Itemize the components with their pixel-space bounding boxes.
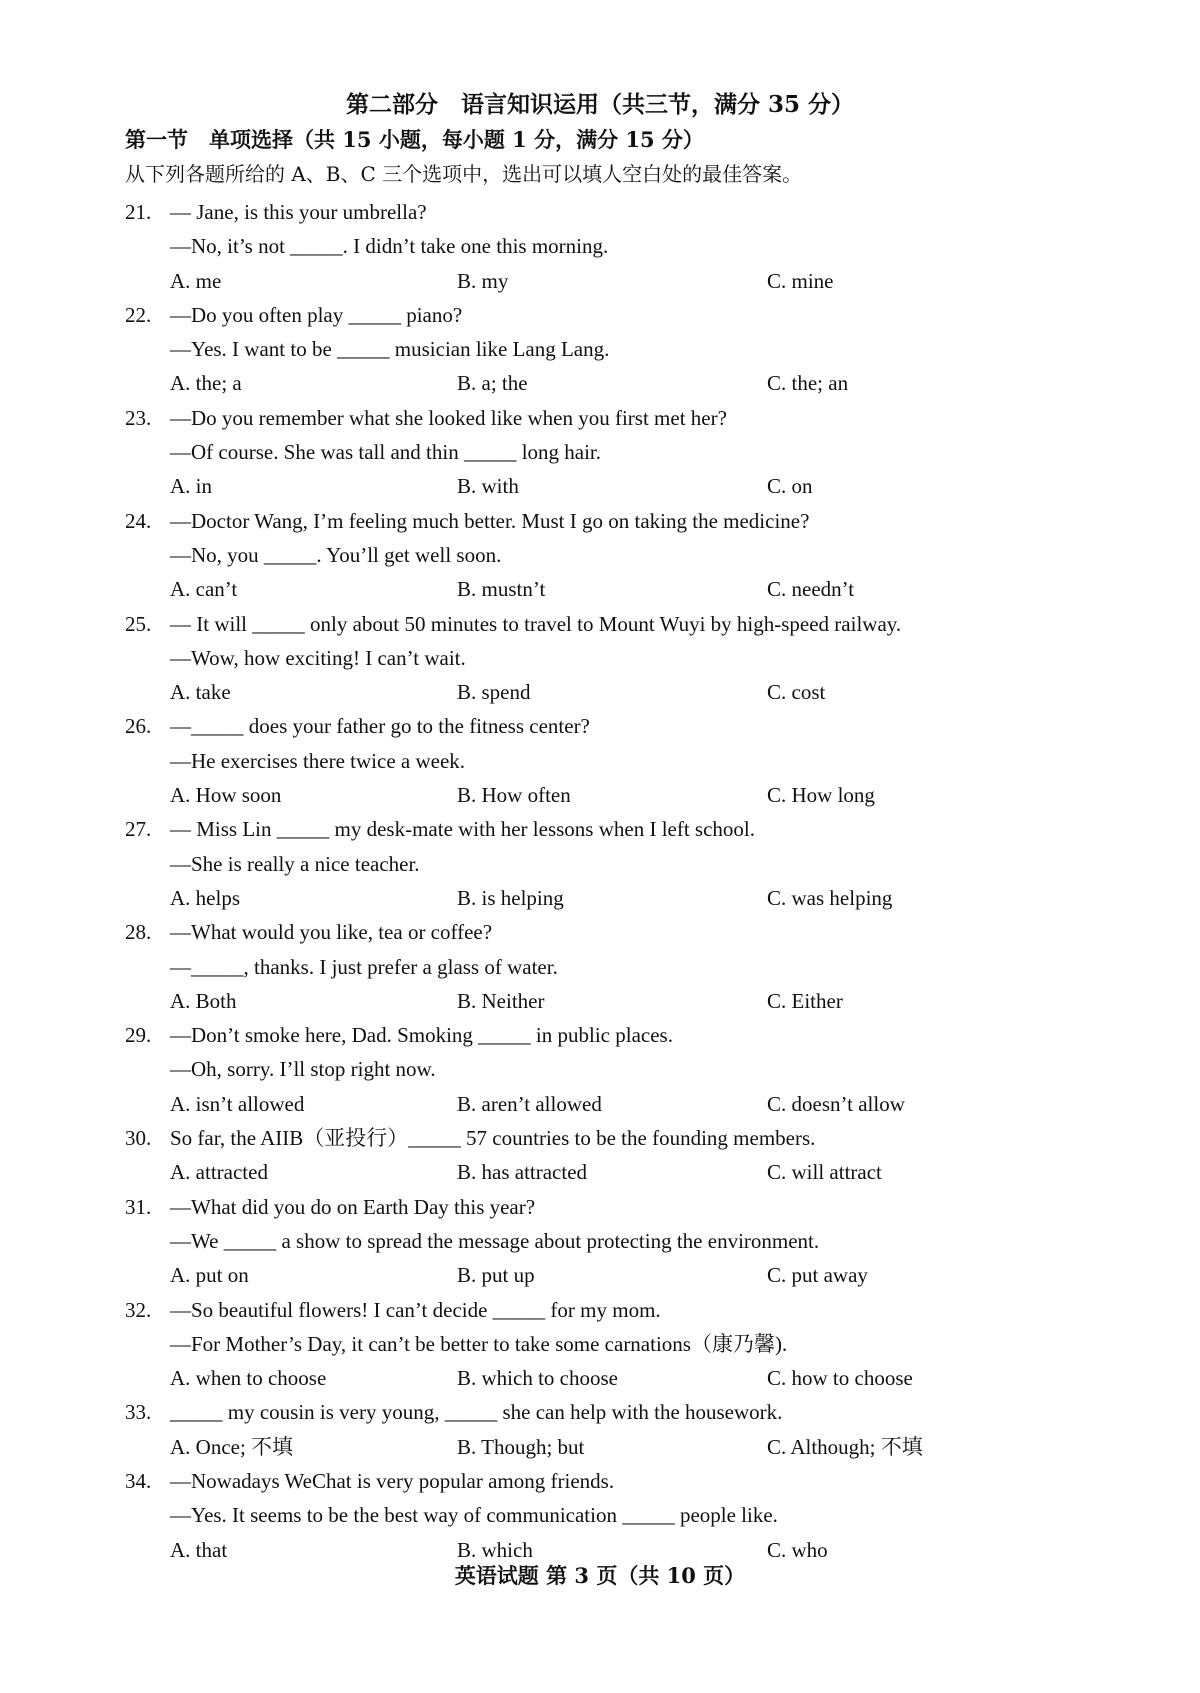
question-number: 32. xyxy=(125,1297,152,1322)
question-line xyxy=(0,1293,1200,1327)
options-row xyxy=(0,1361,1200,1395)
question-line xyxy=(0,435,1200,469)
option-b: B. has attracted xyxy=(457,1160,588,1185)
question-line xyxy=(0,195,1200,229)
question-line xyxy=(0,847,1200,881)
question-list xyxy=(0,195,1200,1567)
question-line xyxy=(0,504,1200,538)
option-a: A. can’t xyxy=(170,577,238,602)
question-text: —For Mother’s Day, it can’t be better to take some carnations（康乃馨). xyxy=(170,1331,788,1356)
question-number: 28. xyxy=(125,920,152,945)
question-text: —No, you _____. You’ll get well soon. xyxy=(170,542,502,567)
option-c: C. mine xyxy=(767,268,834,293)
options-row xyxy=(0,1155,1200,1189)
question-text: —Do you remember what she looked like when you first met her? xyxy=(170,405,727,430)
question-number: 30. xyxy=(125,1126,152,1151)
question-number: 33. xyxy=(125,1400,152,1425)
option-c: C. who xyxy=(767,1537,828,1562)
question-line xyxy=(0,1327,1200,1361)
question-number: 25. xyxy=(125,611,152,636)
option-b: B. is helping xyxy=(457,885,564,910)
question-number: 23. xyxy=(125,405,152,430)
section-title: 第一节 单项选择（共 15 小题，每小题 1 分，满分 15 分） xyxy=(125,127,704,152)
options-row xyxy=(0,1430,1200,1464)
question-line xyxy=(0,229,1200,263)
instruction-text: 从下列各题所给的 A、B、C 三个选项中，选出可以填人空白处的最佳答案。 xyxy=(125,162,803,186)
question-line xyxy=(0,915,1200,949)
question-number: 26. xyxy=(125,714,152,739)
option-a: A. take xyxy=(170,680,231,705)
option-c: C. how to choose xyxy=(767,1366,913,1391)
question-number: 27. xyxy=(125,817,152,842)
part-title: 第二部分 语言知识运用（共三节，满分 35 分） xyxy=(345,91,855,118)
question-text: —He exercises there twice a week. xyxy=(170,748,466,773)
question-text: —She is really a nice teacher. xyxy=(170,851,420,876)
option-b: B. aren’t allowed xyxy=(457,1091,602,1116)
option-a: A. me xyxy=(170,268,222,293)
question-text: — Miss Lin _____ my desk-mate with her lessons when I left school. xyxy=(170,817,756,842)
option-b: B. Neither xyxy=(457,988,545,1013)
question-text: —_____ does your father go to the fitness center? xyxy=(170,714,590,739)
option-c: C. on xyxy=(767,474,813,499)
option-a: A. that xyxy=(170,1537,228,1562)
question-text: So far, the AIIB（亚投行）_____ 57 countries to be the founding members. xyxy=(170,1126,816,1151)
question-line xyxy=(0,1052,1200,1086)
question-line xyxy=(0,1224,1200,1258)
option-c: C. How long xyxy=(767,783,875,808)
question-text: —No, it’s not _____. I didn’t take one this morning. xyxy=(170,234,609,259)
question-line xyxy=(0,812,1200,846)
options-row xyxy=(0,572,1200,606)
options-row xyxy=(0,264,1200,298)
option-b: B. spend xyxy=(457,680,531,705)
question-text: _____ my cousin is very young, _____ she can help with the housework. xyxy=(170,1400,783,1425)
option-c: C. the; an xyxy=(767,371,849,396)
options-row xyxy=(0,881,1200,915)
question-line xyxy=(0,744,1200,778)
question-text: —Yes. It seems to be the best way of communication _____ people like. xyxy=(170,1503,778,1528)
question-line xyxy=(0,401,1200,435)
question-text: —What did you do on Earth Day this year? xyxy=(170,1194,536,1219)
question-line xyxy=(0,1395,1200,1429)
question-number: 34. xyxy=(125,1468,152,1493)
question-line xyxy=(0,1498,1200,1532)
question-line xyxy=(0,1018,1200,1052)
question-text: —Do you often play _____ piano? xyxy=(170,302,463,327)
option-c: C. doesn’t allow xyxy=(767,1091,905,1116)
option-c: C. Either xyxy=(767,988,843,1013)
question-text: — Jane, is this your umbrella? xyxy=(170,200,427,224)
question-number: 29. xyxy=(125,1023,152,1048)
question-text: —What would you like, tea or coffee? xyxy=(170,920,493,945)
option-a: A. put on xyxy=(170,1263,249,1288)
question-text: —Doctor Wang, I’m feeling much better. Must I go on taking the medicine? xyxy=(170,508,810,533)
option-a: A. attracted xyxy=(170,1160,268,1185)
options-row xyxy=(0,1258,1200,1292)
option-b: B. my xyxy=(457,268,509,293)
option-a: A. Both xyxy=(170,988,237,1013)
option-a: A. Once; 不填 xyxy=(170,1434,294,1459)
question-text: —Oh, sorry. I’ll stop right now. xyxy=(170,1057,436,1082)
question-text: —So beautiful flowers! I can’t decide _____ for my mom. xyxy=(170,1297,661,1322)
question-text: — It will _____ only about 50 minutes to travel to Mount Wuyi by high-speed railway. xyxy=(170,611,902,636)
question-text: —Of course. She was tall and thin _____ long hair. xyxy=(170,440,602,465)
question-line xyxy=(0,1121,1200,1155)
option-c: C. Although; 不填 xyxy=(767,1434,923,1459)
question-text: —_____, thanks. I just prefer a glass of water. xyxy=(170,954,558,979)
question-text: —Nowadays WeChat is very popular among friends. xyxy=(170,1468,615,1493)
option-b: B. put up xyxy=(457,1263,535,1288)
question-number: 21. xyxy=(125,200,152,224)
option-b: B. a; the xyxy=(457,371,528,396)
options-row xyxy=(0,778,1200,812)
option-c: C. will attract xyxy=(767,1160,882,1185)
options-row xyxy=(0,984,1200,1018)
question-text: —Wow, how exciting! I can’t wait. xyxy=(170,645,466,670)
page-footer: 英语试题 第 3 页（共 10 页） xyxy=(454,1563,746,1588)
option-c: C. cost xyxy=(767,680,826,705)
option-b: B. Though; but xyxy=(457,1434,585,1459)
options-row xyxy=(0,469,1200,503)
question-number: 24. xyxy=(125,508,152,533)
option-a: A. How soon xyxy=(170,783,282,808)
option-b: B. which xyxy=(457,1537,533,1562)
question-line xyxy=(0,1464,1200,1498)
option-b: B. with xyxy=(457,474,519,499)
option-b: B. How often xyxy=(457,783,571,808)
option-c: C. put away xyxy=(767,1263,868,1288)
option-b: B. mustn’t xyxy=(457,577,546,602)
question-line xyxy=(0,298,1200,332)
question-text: —Don’t smoke here, Dad. Smoking _____ in public places. xyxy=(170,1023,673,1048)
option-b: B. which to choose xyxy=(457,1366,618,1391)
option-a: A. in xyxy=(170,474,212,499)
options-row xyxy=(0,1087,1200,1121)
question-line xyxy=(0,641,1200,675)
question-number: 22. xyxy=(125,302,152,327)
question-number: 31. xyxy=(125,1194,152,1219)
option-a: A. the; a xyxy=(170,371,242,396)
option-a: A. when to choose xyxy=(170,1366,327,1391)
question-line xyxy=(0,538,1200,572)
question-line xyxy=(0,607,1200,641)
option-a: A. isn’t allowed xyxy=(170,1091,305,1116)
option-c: C. needn’t xyxy=(767,577,855,602)
question-line xyxy=(0,1190,1200,1224)
question-text: —Yes. I want to be _____ musician like Lang Lang. xyxy=(170,337,610,362)
options-row xyxy=(0,675,1200,709)
question-line xyxy=(0,709,1200,743)
question-line xyxy=(0,950,1200,984)
options-row xyxy=(0,366,1200,400)
question-line xyxy=(0,332,1200,366)
option-a: A. helps xyxy=(170,885,240,910)
question-text: —We _____ a show to spread the message about protecting the environment. xyxy=(170,1228,820,1253)
option-c: C. was helping xyxy=(767,885,893,910)
